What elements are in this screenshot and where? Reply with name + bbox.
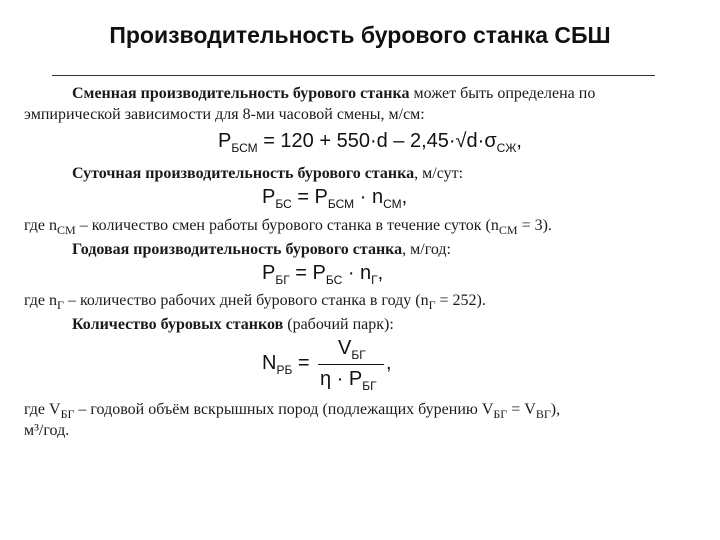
working-days-definition [24,291,486,315]
formula-symbol: P [262,262,276,284]
overburden-unit: м³/год. [24,422,70,439]
formula-symbol: = P [297,186,328,208]
formula-subscript: РБ [276,363,293,377]
overburden-definition [24,400,560,424]
subscript: Г [428,298,436,313]
text: = V [507,401,536,418]
text: – количество смен работы бурового станка в течение суток (n [75,217,499,234]
formula-punct: , [516,130,522,152]
formula-punct: , [401,186,408,208]
subscript: СМ [498,223,518,238]
text: = 252). [435,292,486,309]
formula-expression: = 120 + 550·d – 2,45·√d·σ [263,130,497,152]
page-title: Производительность бурового станка СБШ [109,22,611,48]
formula-subscript: Г [371,273,378,287]
formula-daily-productivity [262,186,407,211]
subscript: БГ [60,407,75,422]
formula-symbol: V [338,337,352,359]
formula-subscript: БСМ [327,197,355,211]
formula-punct: , [377,262,384,284]
formula-shift-productivity [218,130,522,155]
title-divider [52,75,655,76]
formula-punct: , [386,352,392,374]
formula-subscript: СМ [383,197,402,211]
rig-count-intro [72,315,394,335]
subscript: СМ [57,223,76,238]
formula-annual-productivity [262,262,383,287]
fraction-bar [318,364,384,365]
formula-symbol: · n [359,186,384,208]
shift-productivity-heading: Сменная производительность бурового станка [72,85,410,102]
formula-subscript: БС [275,197,292,211]
shift-productivity-intro [72,84,595,104]
daily-productivity-heading: Суточная производительность бурового станка [72,165,415,182]
annual-productivity-heading: Годовая производительность бурового станка [72,241,403,258]
formula-symbol: N [262,352,277,374]
text: где n [24,217,58,234]
formula-subscript: БС [325,273,343,287]
text: – годовой объём вскрышных пород (подлежащих бурению V [74,401,494,418]
formula-subscript: СЖ [496,141,517,155]
shift-productivity-text: может быть определена по [409,85,596,102]
formula-denominator [320,368,377,393]
annual-productivity-text: , м/год: [402,241,451,258]
formula-symbol: · n [347,262,372,284]
formula-symbol: = P [295,262,326,284]
text: где n [24,292,58,309]
text: – количество рабочих дней бурового станка в году (n [63,292,429,309]
subscript: Г [57,298,64,313]
formula-lhs [262,352,310,377]
formula-symbol: P [218,130,232,152]
text: = 3). [517,217,552,234]
subscript: ВГ [535,407,551,422]
shift-productivity-line2: эмпирической зависимости для 8-ми часовой смены, м/см: [24,106,425,123]
formula-symbol: η · P [320,368,363,390]
daily-productivity-intro [72,164,463,184]
shifts-definition [24,216,552,240]
daily-productivity-text: , м/сут: [414,165,464,182]
text: ), [550,401,561,418]
formula-subscript: БСМ [231,141,258,155]
rig-count-text: (рабочий парк): [283,316,394,333]
formula-subscript: БГ [351,348,366,362]
formula-subscript: БГ [275,273,290,287]
text: где V [24,401,61,418]
formula-symbol: P [262,186,276,208]
subscript: БГ [493,407,508,422]
formula-equals: = [297,352,310,374]
formula-subscript: БГ [362,379,377,393]
formula-numerator [338,337,366,362]
rig-count-heading: Количество буровых станков [72,316,284,333]
annual-productivity-intro [72,240,451,260]
